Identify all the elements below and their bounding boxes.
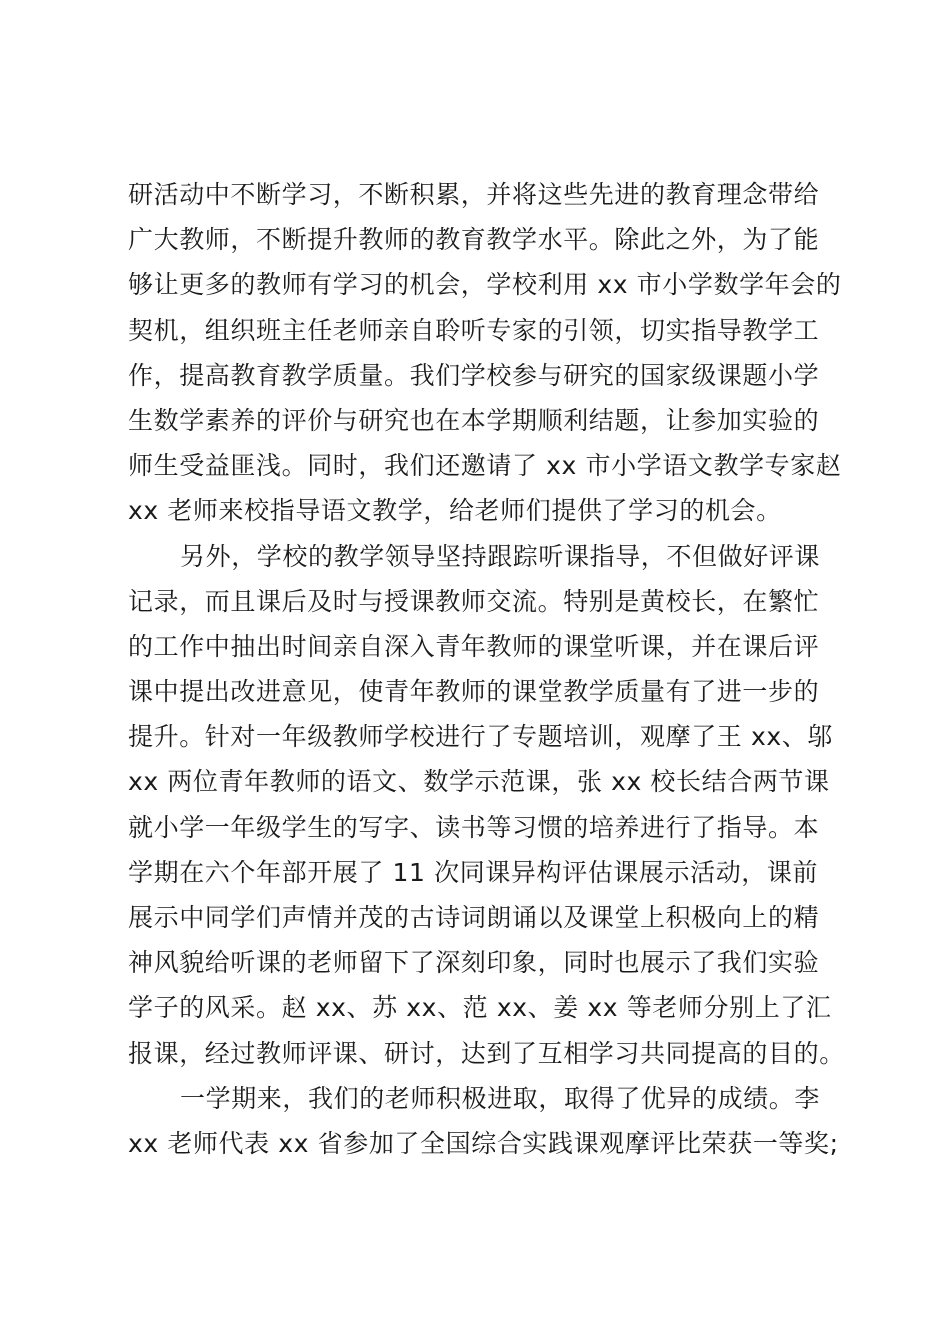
text-line: 记录，而且课后及时与授课教师交流。特别是黄校长，在繁忙 <box>128 586 820 616</box>
paragraph <box>128 1076 848 1166</box>
text-line: 研活动中不断学习，不断积累，并将这些先进的教育理念带给 <box>128 180 820 209</box>
text-line: 报课，经过教师评课、研讨，达到了互相学习共同提高的目的。 <box>128 1038 845 1068</box>
text-line: xx 老师代表 xx 省参加了全国综合实践课观摩评比荣获一等奖; <box>128 1128 839 1158</box>
text-line: xx 老师来校指导语文教学，给老师们提供了学习的机会。 <box>128 496 782 526</box>
text-line: 学子的风采。赵 xx、苏 xx、范 xx、姜 xx 等老师分别上了汇 <box>128 993 832 1023</box>
text-line: 作，提高教育教学质量。我们学校参与研究的国家级课题小学 <box>128 360 820 390</box>
text-line: 广大教师，不断提升教师的教育教学水平。除此之外，为了能 <box>128 225 820 255</box>
text-line: 学期在六个年部开展了 11 次同课异构评估课展示活动，课前 <box>128 857 819 887</box>
body-text <box>128 172 848 1166</box>
text-line: 师生受益匪浅。同时，我们还邀请了 xx 市小学语文教学专家赵 <box>128 451 842 481</box>
text-line: 就小学一年级学生的写字、读书等习惯的培养进行了指导。本 <box>128 812 820 842</box>
text-line: 契机，组织班主任老师亲自聆听专家的引领，切实指导教学工 <box>128 315 820 345</box>
paragraph <box>128 172 848 534</box>
text-line: 够让更多的教师有学习的机会，学校利用 xx 市小学数学年会的 <box>128 270 842 300</box>
text-line: xx 两位青年教师的语文、数学示范课，张 xx 校长结合两节课 <box>128 767 830 797</box>
paragraph <box>128 534 848 1076</box>
text-line: 生数学素养的评价与研究也在本学期顺利结题，让参加实验的 <box>128 405 820 435</box>
text-line: 神风貌给听课的老师留下了深刻印象，同时也展示了我们实验 <box>128 948 820 978</box>
text-line: 提升。针对一年级教师学校进行了专题培训，观摩了王 xx、邬 <box>128 722 833 752</box>
text-line-indented: 另外，学校的教学领导坚持跟踪听课指导，不但做好评课 <box>180 541 821 571</box>
text-line: 课中提出改进意见，使青年教师的课堂教学质量有了进一步的 <box>128 677 820 707</box>
text-line-indented: 一学期来，我们的老师积极进取，取得了优异的成绩。李 <box>180 1083 821 1113</box>
text-line: 展示中同学们声情并茂的古诗词朗诵以及课堂上积极向上的精 <box>128 903 820 932</box>
text-line: 的工作中抽出时间亲自深入青年教师的课堂听课，并在课后评 <box>128 631 820 661</box>
